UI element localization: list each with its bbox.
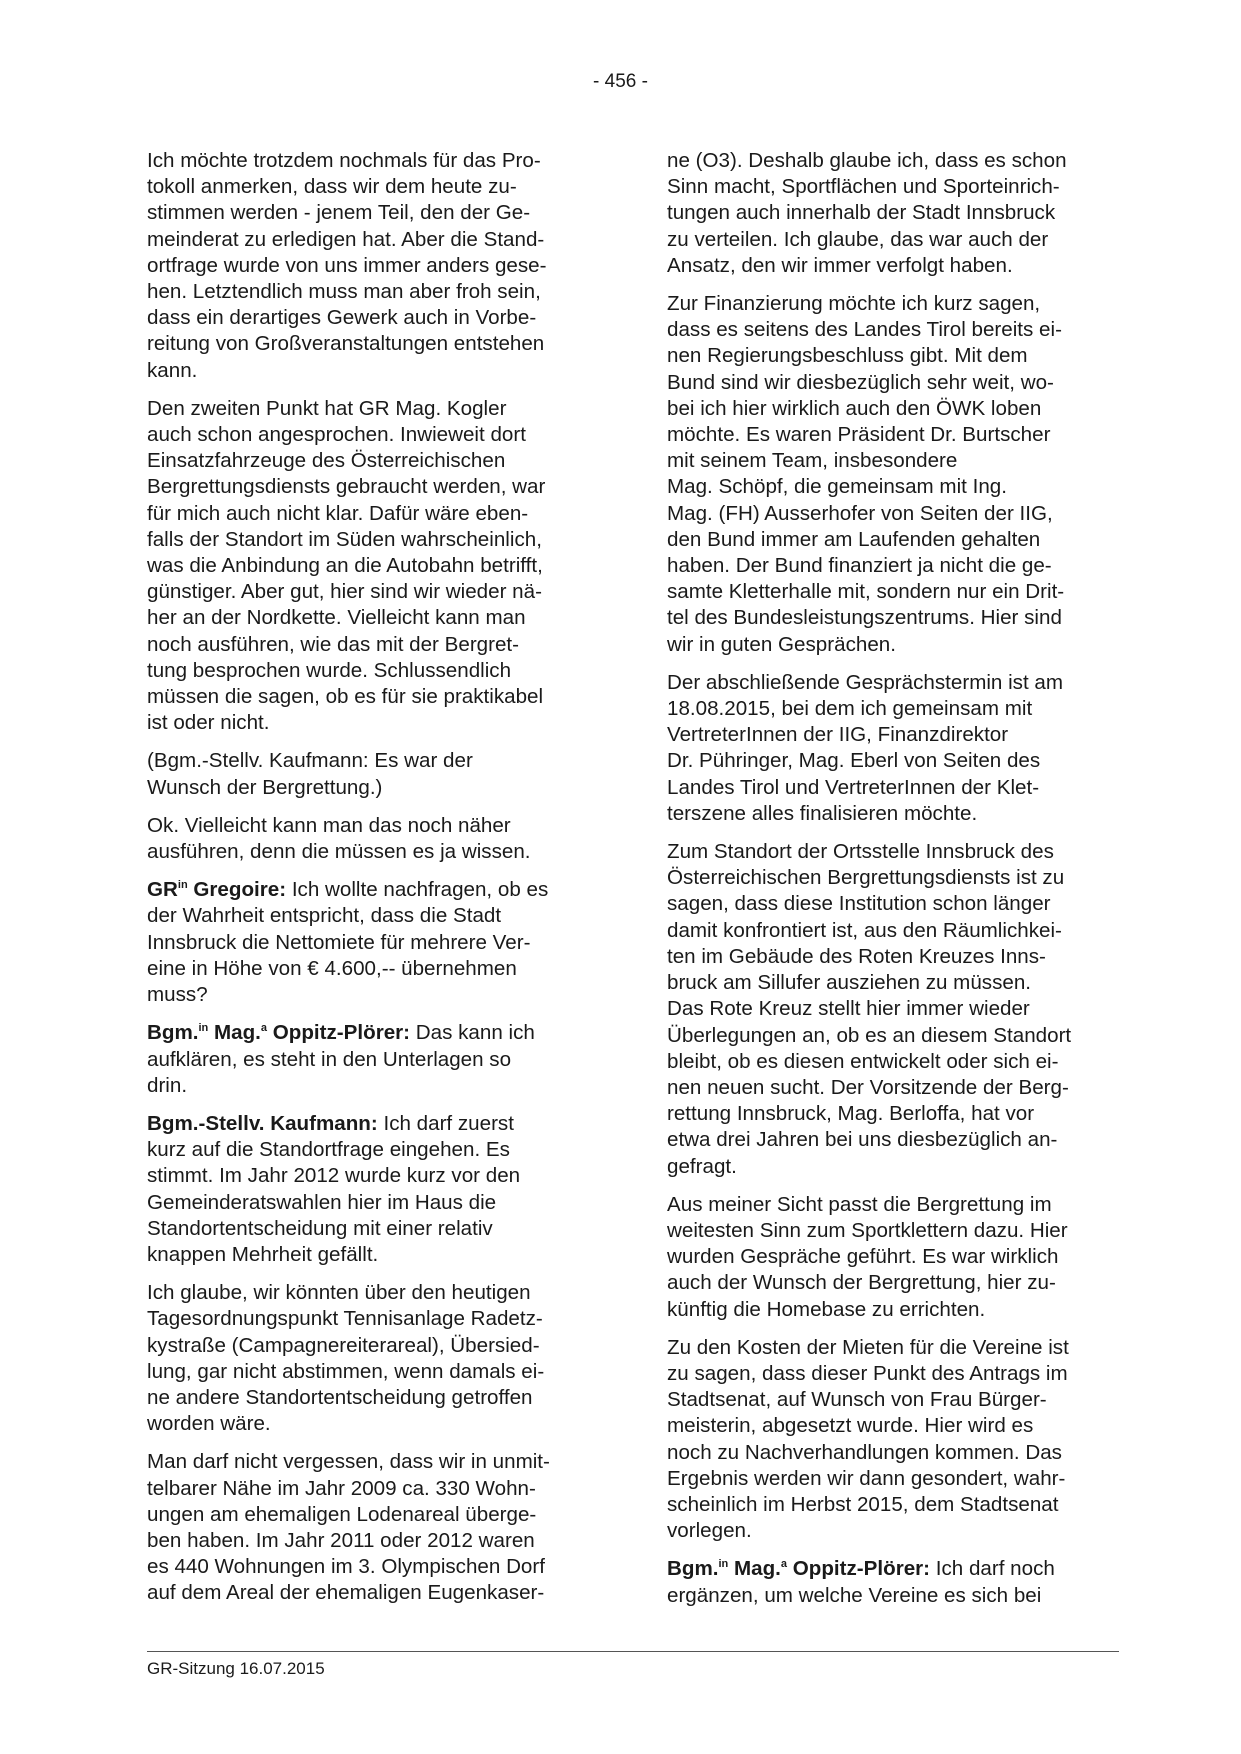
paragraph: Ich möchte trotzdem nochmals für das Pro- tokoll anmerken, dass wir dem heute zu- stimmen werden - jenem Teil, den der Ge- meinderat zu erledigen hat. Aber die Stand- ortfrage wurde von uns immer anders gese- hen. Letztendlich muss man aber froh sein, dass ein derartiges Gewerk auch in Vorbe- reitung von Großveranstaltungen entstehen kann.: [147, 149, 547, 382]
speaker-surname: Gregoire:: [187, 878, 287, 902]
speech-text: Ich darf noch ergänzen, um welche Vereine es sich bei: [667, 1557, 1055, 1607]
speaker-paragraph: [147, 1111, 599, 1268]
right-column: [667, 148, 1119, 1621]
speaker-name: [667, 1557, 930, 1580]
speaker-title: Bgm.: [667, 1557, 719, 1581]
paragraph: Ok. Vielleicht kann man das noch näher ausführen, denn die müssen es ja wissen.: [147, 813, 531, 864]
paragraph: ne (O3). Deshalb glaube ich, dass es schon Sinn macht, Sportflächen und Sporteinrich- tungen auch innerhalb der Stadt Innsbruck zu verteilen. Ich glaube, das war auch der Ansatz, den wir immer verfolgt haben.: [667, 149, 1067, 277]
speaker-degree: Mag.: [728, 1557, 781, 1581]
speaker-paragraph: [147, 1020, 599, 1099]
speaker-name: [147, 878, 286, 901]
speaker-suffix: a: [260, 1022, 268, 1035]
speaker-title: GR: [147, 878, 178, 902]
speaker-suffix: in: [198, 1022, 209, 1035]
left-column: [147, 148, 599, 1619]
footer-divider: [147, 1651, 1119, 1652]
speech-text: Ich wollte nachfragen, ob es der Wahrheit entspricht, dass die Stadt Innsbruck die Nettomiete für mehrere Ver- eine in Höhe von € 4.600,-- übernehmen muss?: [147, 878, 549, 1007]
footer-text: GR-Sitzung 16.07.2015: [147, 1659, 325, 1678]
speaker-surname: Oppitz-Plörer:: [787, 1557, 931, 1581]
speaker-suffix: in: [177, 879, 188, 892]
interjection-paragraph: (Bgm.-Stellv. Kaufmann: Es war der Wunsch der Bergrettung.): [147, 749, 473, 799]
speaker-paragraph: [667, 1556, 1119, 1608]
speaker-name: Bgm.-Stellv. Kaufmann:: [147, 1111, 378, 1135]
paragraph: Ich glaube, wir könnten über den heutigen Tagesordnungspunkt Tennisanlage Radetz- kystraße (Campagnereiterareal), Übersied- lung, gar nicht abstimmen, wenn damals ei- ne andere Standortentscheidung getroffen worden wäre.: [147, 1281, 545, 1436]
paragraph: Man darf nicht vergessen, dass wir in unmit- telbarer Nähe im Jahr 2009 ca. 330 Wohn- ungen am ehemaligen Lodenareal überge- ben haben. Im Jahr 2011 oder 2012 waren es 440 Wohnungen im 3. Olympischen Dorf auf dem Areal der ehemaligen Eugenkaser-: [147, 1450, 550, 1605]
paragraph: Den zweiten Punkt hat GR Mag. Kogler auch schon angesprochen. Inwieweit dort Einsatzfahrzeuge des Österreichischen Bergrettungsdiensts gebraucht werden, war für mich auch nicht klar. Dafür wäre eben- falls der Standort im Süden wahrscheinlich, was die Anbindung an die Autobahn betrifft, günstiger. Aber gut, hier sind wir wieder nä- her an der Nordkette. Vielleicht kann man noch ausführen, wie das mit der Bergret- tung besprochen wurde. Schlussendlich müssen die sagen, ob es für sie praktikabel ist oder nicht.: [147, 396, 546, 735]
speaker-paragraph: [147, 877, 599, 1008]
speech-text: Ich darf zuerst kurz auf die Standortfrage eingehen. Es stimmt. Im Jahr 2012 wurde kurz vor den Gemeinderatswahlen hier im Haus die Standortentscheidung mit einer relativ knappen Mehrheit gefällt.: [147, 1111, 521, 1266]
speaker-suffix: a: [780, 1558, 788, 1571]
speaker-suffix: in: [718, 1558, 729, 1571]
paragraph: Zu den Kosten der Mieten für die Vereine ist zu sagen, dass dieser Punkt des Antrags im Stadtsenat, auf Wunsch von Frau Bürger- meisterin, abgesetzt wurde. Hier wird es noch zu Nachverhandlungen kommen. Das Ergebnis werden wir dann gesondert, wahr- scheinlich im Herbst 2015, dem Stadtsenat vorlegen.: [667, 1335, 1069, 1543]
paragraph: Zur Finanzierung möchte ich kurz sagen, dass es seitens des Landes Tirol bereits ei- nen Regierungsbeschluss gibt. Mit dem Bund sind wir diesbezüglich sehr weit, wo- bei ich hier wirklich auch den ÖWK loben möchte. Es waren Präsident Dr. Burtscher mit seinem Team, insbesondere Mag. Schöpf, die gemeinsam mit Ing. Mag. (FH) Ausserhofer von Seiten der IIG, den Bund immer am Laufenden gehalten haben. Der Bund finanziert ja nicht die ge- samte Kletterhalle mit, sondern nur ein Drit- tel des Bundesleistungszentrums. Hier sind wir in guten Gesprächen.: [667, 292, 1065, 656]
speech-text: Das kann ich aufklären, es steht in den Unterlagen so drin.: [147, 1021, 535, 1097]
paragraph: Aus meiner Sicht passt die Bergrettung im weitesten Sinn zum Sportklettern dazu. Hier wurden Gespräche geführt. Es war wirklich auch der Wunsch der Bergrettung, hier zu- künftig die Homebase zu errichten.: [667, 1192, 1068, 1321]
page-number: - 456 -: [593, 71, 648, 92]
speaker-surname: Oppitz-Plörer:: [267, 1021, 411, 1045]
speaker-title: Bgm.: [147, 1021, 199, 1045]
paragraph: Der abschließende Gesprächstermin ist am 18.08.2015, bei dem ich gemeinsam mit VertreterInnen der IIG, Finanzdirektor Dr. Pühringer, Mag. Eberl von Seiten des Landes Tirol und VertreterInnen der Klet- terszene alles finalisieren möchte.: [667, 670, 1064, 825]
speaker-degree: Mag.: [208, 1021, 261, 1045]
paragraph: Zum Standort der Ortsstelle Innsbruck des Österreichischen Bergrettungsdiensts ist zu sagen, dass diese Institution schon länger damit konfrontiert ist, aus den Räumlichkei- ten im Gebäude des Roten Kreuzes Inns- bruck am Sillufer ausziehen zu müssen. Das Rote Kreuz stellt hier immer wieder Überlegungen an, ob es an diesem Standort bleibt, ob es diesen entwickelt oder sich ei- nen neuen sucht. Der Vorsitzende der Berg- rettung Innsbruck, Mag. Berloffa, hat vor etwa drei Jahren bei uns diesbezüglich an- gefragt.: [667, 840, 1072, 1178]
speaker-name: [147, 1021, 410, 1044]
